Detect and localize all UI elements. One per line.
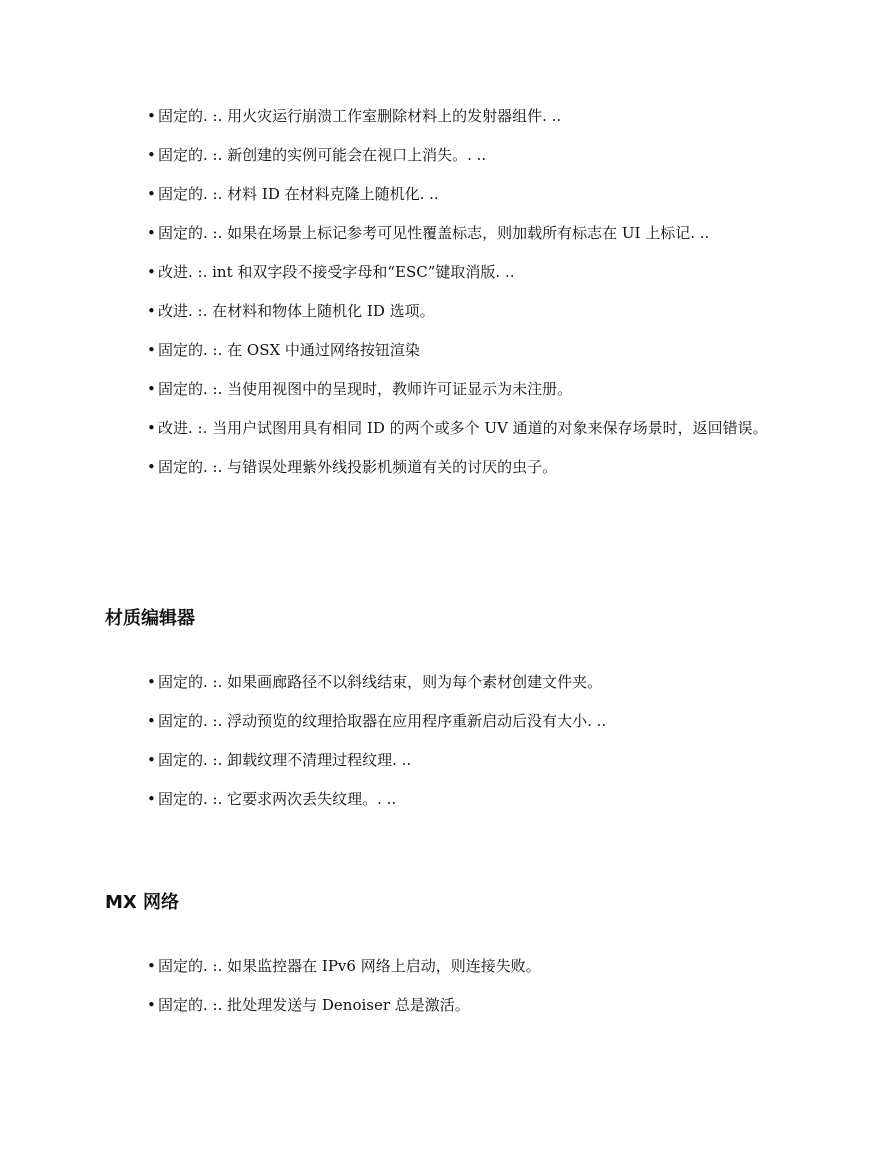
list-item: • 固定的. :. 它要求两次丢失纹理。. .. bbox=[147, 790, 397, 808]
list-item: • 固定的. :. 用火灾运行崩溃工作室删除材料上的发射器组件. .. bbox=[147, 107, 562, 125]
bullet-icon: • bbox=[147, 673, 156, 691]
list-item: • 固定的. :. 新创建的实例可能会在视口上消失。. .. bbox=[147, 146, 487, 164]
bullet-icon: • bbox=[147, 302, 156, 320]
bullet-icon: • bbox=[147, 263, 156, 281]
bullet-icon: • bbox=[147, 751, 156, 769]
list-item: • 改进. :. 当用户试图用具有相同 ID 的两个或多个 UV 通道的对象来保存场景时，返回错误。 bbox=[147, 419, 768, 437]
list-item: • 固定的. :. 卸载纹理不清理过程纹理. .. bbox=[147, 751, 412, 769]
list-item: • 固定的. :. 在 OSX 中通过网络按钮渲染 bbox=[147, 341, 420, 359]
list-item: • 固定的. :. 材料 ID 在材料克隆上随机化. .. bbox=[147, 185, 439, 203]
bullet-icon: • bbox=[147, 996, 156, 1014]
list-item: • 固定的. :. 与错误处理紫外线投影机频道有关的讨厌的虫子。 bbox=[147, 458, 558, 476]
bullet-icon: • bbox=[147, 957, 156, 975]
bullet-icon: • bbox=[147, 380, 156, 398]
list-item: • 固定的. :. 如果监控器在 IPv6 网络上启动，则连接失败。 bbox=[147, 957, 541, 975]
bullet-icon: • bbox=[147, 712, 156, 730]
section-heading-material-editor: 材质编辑器 bbox=[105, 608, 195, 629]
list-item: • 固定的. :. 批处理发送与 Denoiser 总是激活。 bbox=[147, 996, 470, 1014]
list-item: • 固定的. :. 当使用视图中的呈现时，教师许可证显示为未注册。 bbox=[147, 380, 573, 398]
changelog-list-mx-network bbox=[147, 956, 787, 1034]
list-item: • 固定的. :. 如果在场景上标记参考可见性覆盖标志，则加载所有标志在 UI 上标记. .. bbox=[147, 224, 710, 242]
list-item: • 改进. :. int 和双字段不接受字母和“ESC”键取消版. .. bbox=[147, 263, 515, 281]
bullet-icon: • bbox=[147, 458, 156, 476]
changelog-list-general bbox=[147, 106, 787, 496]
bullet-icon: • bbox=[147, 341, 156, 359]
bullet-icon: • bbox=[147, 790, 156, 808]
changelog-list-material-editor bbox=[147, 672, 787, 828]
bullet-icon: • bbox=[147, 419, 156, 437]
bullet-icon: • bbox=[147, 107, 156, 125]
list-item: • 固定的. :. 浮动预览的纹理拾取器在应用程序重新启动后没有大小. .. bbox=[147, 712, 607, 730]
section-heading-mx-network: MX 网络 bbox=[105, 892, 180, 913]
list-item: • 改进. :. 在材料和物体上随机化 ID 选项。 bbox=[147, 302, 435, 320]
bullet-icon: • bbox=[147, 224, 156, 242]
bullet-icon: • bbox=[147, 185, 156, 203]
list-item: • 固定的. :. 如果画廊路径不以斜线结束，则为每个素材创建文件夹。 bbox=[147, 673, 603, 691]
bullet-icon: • bbox=[147, 146, 156, 164]
